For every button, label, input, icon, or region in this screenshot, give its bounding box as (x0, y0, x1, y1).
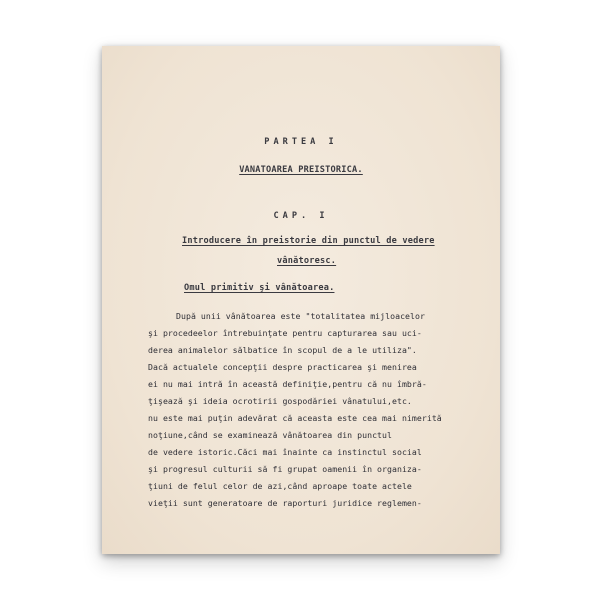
body-line: nu este mai puţin adevărat că aceasta este cea mai nimerită (148, 413, 442, 423)
body-line: derea animalelor sălbatice în scopul de a le utiliza". (148, 345, 417, 355)
body-line: După unii vânătoarea este "totalitatea mijloacelor (176, 311, 425, 321)
part-subtitle: VANATOAREA PREISTORICA. (239, 165, 363, 175)
chapter-title-line1: Introducere în preistorie din punctul de vedere (182, 236, 435, 246)
body-line: de vedere istoric.Căci mai înainte ca instinctul social (148, 447, 422, 457)
typewritten-page (102, 46, 500, 554)
body-line: ei nu mai intră în această definiţie,pentru că nu îmbră- (148, 379, 427, 389)
body-line: vieţii sunt generatoare de raporturi juridice reglemen- (148, 498, 422, 508)
body-line: ţişează şi ideia ocrotirii gospodăriei vânatului,etc. (148, 396, 412, 406)
part-title: PARTEA I (264, 137, 338, 147)
body-line: şi progresul culturii să fi grupat oamenii în organiza- (148, 464, 422, 474)
chapter-title-line2: vânătoresc. (277, 256, 337, 266)
chapter-heading: CAP. I (273, 211, 329, 221)
section-title: Omul primitiv şi vânătoarea. (184, 283, 335, 293)
body-line: ţiuni de felul celor de azi,când aproape toate actele (148, 481, 412, 491)
body-line: noţiune,când se examinează vânătoarea din punctul (148, 430, 392, 440)
body-line: şi procedeelor întrebuinţate pentru capturarea sau uci- (148, 328, 422, 338)
body-line: Dacă actualele concepţii despre practicarea şi menirea (148, 362, 417, 372)
